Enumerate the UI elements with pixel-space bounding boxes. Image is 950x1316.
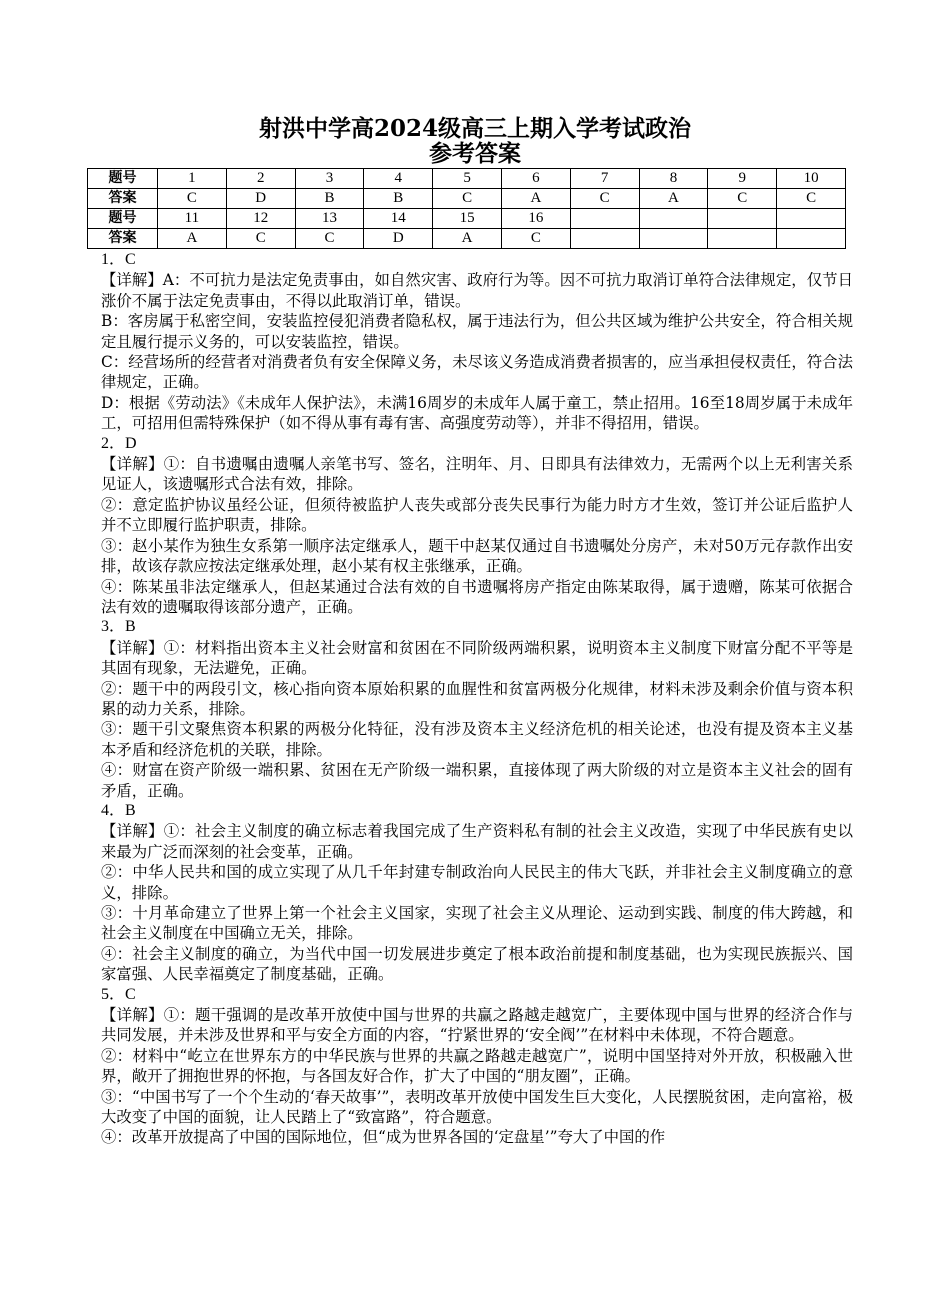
answer-cell	[708, 229, 777, 249]
question-answer-heading: 1．C	[101, 251, 136, 268]
answer-explanations	[101, 250, 853, 1148]
row-label-question: 题号	[88, 169, 158, 189]
explanation-paragraph: ④：陈某虽非法定继承人，但赵某通过合法有效的自书遗嘱将房产指定由陈某取得，属于遗赠，陈某可依据合法有效的遗嘱取得该部分遗产，正确。	[101, 577, 853, 616]
answer-cell	[777, 229, 846, 249]
question-number-cell: 10	[777, 169, 846, 189]
question-number-cell: 2	[226, 169, 295, 189]
explanation-paragraph: ②：意定监护协议虽经公证，但须待被监护人丧失或部分丧失民事行为能力时方才生效，签订并公证后监护人并不立即履行监护职责，排除。	[101, 495, 853, 535]
document-title: 射洪中学高2024级高三上期入学考试政治	[258, 115, 691, 142]
question-number-cell: 12	[226, 209, 295, 229]
question-number-cell	[639, 209, 708, 229]
explanation-paragraph: ③：十月革命建立了世界上第一个社会主义国家，实现了社会主义从理论、运动到实践、制度的伟大跨越，和社会主义制度在中国确立无关，排除。	[101, 904, 853, 943]
answer-cell: B	[364, 189, 433, 209]
question-number-cell	[708, 209, 777, 229]
explanation-paragraph: ④：社会主义制度的确立，为当代中国一切发展进步奠定了根本政治前提和制度基础，也为实现民族振兴、国家富强、人民幸福奠定了制度基础，正确。	[101, 944, 853, 984]
explanation-paragraph: ③：题干引文聚焦资本积累的两极分化特征，没有涉及资本主义经济危机的相关论述，也没有提及资本主义基本矛盾和经济危机的关联，排除。	[101, 720, 853, 759]
explanation-paragraph: ③：“中国书写了一个个生动的‘春天故事’”，表明改革开放使中国发生巨大变化，人民摆脱贫困，走向富裕，极大改变了中国的面貌，让人民踏上了“致富路”，符合题意。	[101, 1087, 853, 1127]
explanation-paragraph: ③：赵小某作为独生女系第一顺序法定继承人，题干中赵某仅通过自书遗嘱处分房产，未对50万元存款作出安排，故该存款应按法定继承处理，赵小某有权主张继承，正确。	[101, 536, 853, 576]
question-number-cell: 7	[570, 169, 639, 189]
answer-cell: D	[226, 189, 295, 209]
question-answer-heading: 2．D	[101, 434, 137, 452]
question-number-row	[88, 169, 846, 189]
answer-cell: D	[364, 229, 433, 249]
question-number-cell: 6	[501, 169, 570, 189]
answer-cell: C	[708, 189, 777, 209]
explanation-paragraph: 【详解】①：题干强调的是改革开放使中国与世界的共赢之路越走越宽广，主要体现中国与世界的经济合作与共同发展，并未涉及世界和平与安全方面的内容，“拧紧世界的‘安全阀’”在材料中未体现，不符合题意。	[101, 1006, 853, 1045]
question-answer-heading: 5．C	[101, 985, 136, 1003]
question-number-cell: 11	[158, 209, 227, 229]
explanation-paragraph: ②：材料中“屹立在世界东方的中华民族与世界的共赢之路越走越宽广”，说明中国坚持对外开放，积极融入世界，敞开了拥抱世界的怀抱，与各国友好合作，扩大了中国的“朋友圈”，正确。	[101, 1046, 853, 1086]
question-number-cell: 3	[295, 169, 364, 189]
question-number-cell: 1	[158, 169, 227, 189]
answer-cell: B	[295, 189, 364, 209]
answer-cell	[570, 229, 639, 249]
question-number-cell: 14	[364, 209, 433, 229]
answer-row	[88, 189, 846, 209]
answer-cell: C	[226, 229, 295, 249]
row-label-question: 题号	[88, 209, 158, 229]
answer-cell: C	[570, 189, 639, 209]
question-answer-heading: 3．B	[101, 618, 136, 636]
answer-cell: A	[501, 189, 570, 209]
answer-cell: A	[639, 189, 708, 209]
question-number-row	[88, 209, 846, 229]
explanation-paragraph: 【详解】A：不可抗力是法定免责事由，如自然灾害、政府行为等。因不可抗力取消订单符合法律规定，仅节日涨价不属于法定免责事由，不得以此取消订单，错误。	[101, 271, 853, 310]
answer-table	[87, 168, 846, 249]
explanation-paragraph: C：经营场所的经营者对消费者负有安全保障义务，未尽该义务造成消费者损害的，应当承担侵权责任，符合法律规定，正确。	[101, 353, 853, 392]
explanation-paragraph: D：根据《劳动法》《未成年人保护法》，未满16周岁的未成年人属于童工，禁止招用。16至18周岁属于未成年工，可招用但需特殊保护（如不得从事有毒有害、高强度劳动等），并非不得招用，错误。	[101, 393, 853, 433]
question-number-cell: 16	[501, 209, 570, 229]
question-number-cell	[570, 209, 639, 229]
explanation-paragraph: 【详解】①：社会主义制度的确立标志着我国完成了生产资料私有制的社会主义改造，实现了中华民族有史以来最为广泛而深刻的社会变革，正确。	[101, 822, 853, 861]
answer-row	[88, 229, 846, 249]
answer-cell: C	[501, 229, 570, 249]
explanation-paragraph: ②：题干中的两段引文，核心指向资本原始积累的血腥性和贫富两极分化规律，材料未涉及剩余价值与资本积累的动力关系，排除。	[101, 679, 853, 718]
explanation-paragraph: ④：财富在资产阶级一端积累、贫困在无产阶级一端积累，直接体现了两大阶级的对立是资本主义社会的固有矛盾，正确。	[101, 761, 853, 800]
explanation-paragraph: ④：改革开放提高了中国的国际地位，但“成为世界各国的‘定盘星’”夸大了中国的作	[101, 1128, 666, 1147]
question-number-cell: 15	[433, 209, 502, 229]
row-label-answer: 答案	[88, 189, 158, 209]
question-answer-heading: 4．B	[101, 801, 136, 819]
question-number-cell	[777, 209, 846, 229]
question-number-cell: 8	[639, 169, 708, 189]
question-number-cell: 4	[364, 169, 433, 189]
answer-cell: A	[433, 229, 502, 249]
explanation-paragraph: ②：中华人民共和国的成立实现了从几千年封建专制政治向人民民主的伟大飞跃，并非社会主义制度确立的意义，排除。	[101, 863, 853, 902]
answer-cell: C	[777, 189, 846, 209]
question-number-cell: 5	[433, 169, 502, 189]
question-number-cell: 13	[295, 209, 364, 229]
answer-cell: C	[158, 189, 227, 209]
answer-cell: C	[433, 189, 502, 209]
answer-cell	[639, 229, 708, 249]
row-label-answer: 答案	[88, 229, 158, 249]
question-number-cell: 9	[708, 169, 777, 189]
explanation-paragraph: 【详解】①：自书遗嘱由遗嘱人亲笔书写、签名，注明年、月、日即具有法律效力，无需两个以上无利害关系见证人，该遗嘱形式合法有效，排除。	[101, 455, 853, 494]
explanation-paragraph: B：客房属于私密空间，安装监控侵犯消费者隐私权，属于违法行为，但公共区域为维护公共安全，符合相关规定且履行提示义务的，可以安装监控，错误。	[101, 312, 853, 351]
answer-cell: C	[295, 229, 364, 249]
answer-cell: A	[158, 229, 227, 249]
document-subtitle: 参考答案	[429, 140, 521, 167]
explanation-paragraph: 【详解】①：材料指出资本主义社会财富和贫困在不同阶级两端积累，说明资本主义制度下财富分配不平等是其固有现象，无法避免，正确。	[101, 638, 853, 678]
